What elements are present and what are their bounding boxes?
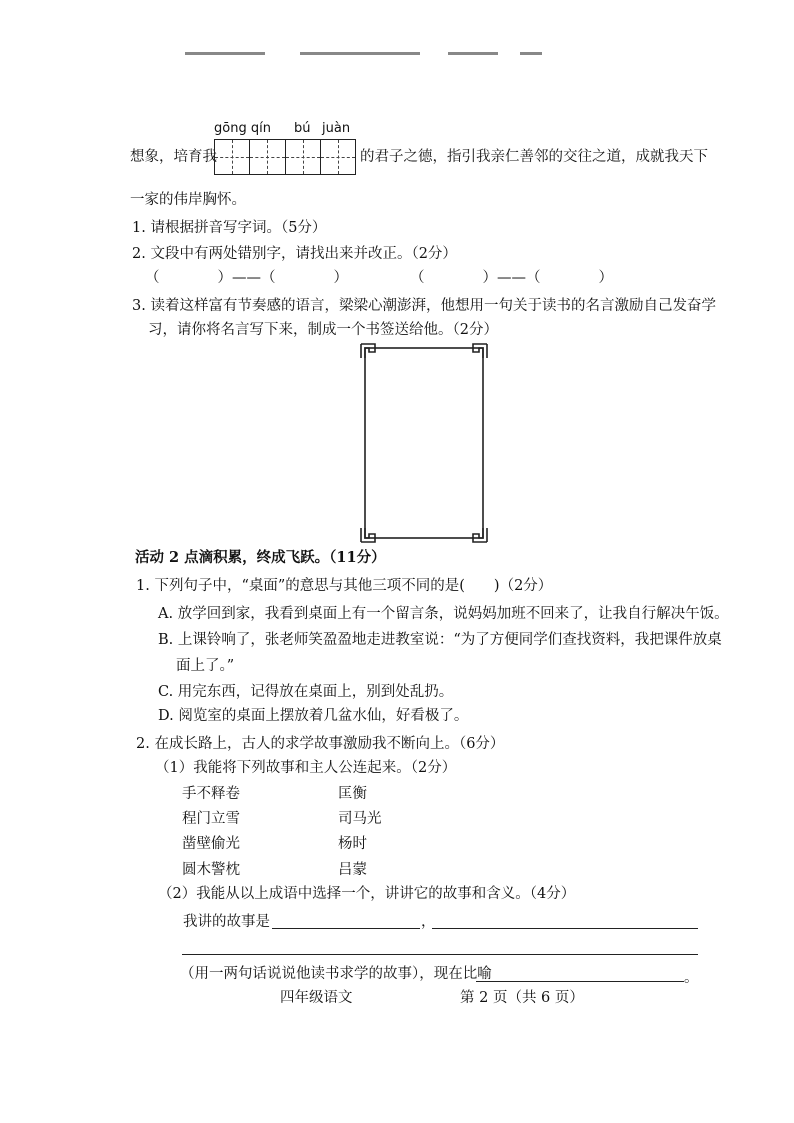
answer-cell[interactable] [215, 140, 250, 174]
story-prefix: 我讲的故事是 [183, 914, 270, 930]
person-item[interactable]: 杨时 [338, 836, 367, 852]
story-line-2[interactable] [182, 954, 698, 955]
end-mark: 。 [684, 970, 699, 986]
pinyin-bu: bú [294, 121, 311, 136]
pinyin-answer-grid[interactable] [214, 139, 356, 175]
question-3-line1: 3. 读着这样富有节奏感的语言，梁梁心潮澎湃，他想用一句关于读书的名言激励自己发奋学 [132, 298, 716, 314]
question-2: 2. 文段中有两处错别字，请找出来并改正。（2分） [132, 246, 457, 262]
answer-cell[interactable] [250, 140, 285, 174]
person-item[interactable]: 司马光 [338, 811, 382, 827]
scan-artifact [448, 52, 498, 55]
a1-option-b-cont: 面上了。” [176, 658, 235, 674]
a1-question: 1. 下列句子中，“桌面”的意思与其他三项不同的是( )（2分） [136, 578, 553, 594]
story-item[interactable]: 圆木警枕 [182, 862, 240, 878]
person-item[interactable]: 匡衡 [338, 786, 367, 802]
intro-text-before: 想象，培育我 [130, 149, 217, 165]
footer-subject: 四年级语文 [280, 990, 353, 1006]
q2-correction-blank-1[interactable]: （ ）——（ ） [145, 270, 348, 286]
bookmark-frame[interactable] [360, 343, 488, 543]
intro-text-after: 的君子之德，指引我亲仁善邻的交往之道，成就我天下 [360, 149, 708, 165]
scan-artifact [520, 52, 542, 55]
footer-page: 第 2 页（共 6 页） [460, 990, 584, 1006]
question-1: 1. 请根据拼音写字词。（5分） [132, 220, 327, 236]
person-item[interactable]: 吕蒙 [338, 862, 367, 878]
intro-text-line2: 一家的伟岸胸怀。 [130, 192, 246, 208]
a2-sub2: （2）我能从以上成语中选择一个，讲讲它的故事和含义。（4分） [158, 886, 576, 902]
scan-artifact [185, 52, 265, 55]
story-name-blank[interactable] [272, 928, 420, 929]
a2-question: 2. 在成长路上，古人的求学故事激励我不断向上。（6分） [136, 736, 505, 752]
a2-sub1: （1）我能将下列故事和主人公连起来。（2分） [155, 760, 457, 776]
a1-option-d[interactable]: D. 阅览室的桌面上摆放着几盆水仙，好看极了。 [158, 708, 469, 724]
a1-option-b[interactable]: B. 上课铃响了，张老师笑盈盈地走进教室说：“为了方便同学们查找资料，我把课件放桌 [158, 632, 722, 648]
story-line-1[interactable] [432, 928, 698, 929]
a1-option-a[interactable]: A. 放学回到家，我看到桌面上有一个留言条，说妈妈加班不回来了，让我自行解决午饭。 [158, 606, 729, 622]
activity-2-heading: 活动 2 点滴积累，终成飞跃。（11分） [135, 549, 386, 566]
answer-cell[interactable] [321, 140, 355, 174]
story-comma: ， [421, 914, 436, 930]
story-item[interactable]: 程门立雪 [182, 811, 240, 827]
pinyin-gongqin: gōng qín [214, 121, 271, 136]
meaning-blank[interactable] [476, 981, 684, 982]
story-item[interactable]: 凿壁偷光 [182, 836, 240, 852]
story-item[interactable]: 手不释卷 [182, 786, 240, 802]
story-hint: （用一两句话说说他读书求学的故事），现在比喻 [180, 966, 492, 982]
question-3-line2: 习，请你将名言写下来，制成一个书签送给他。（2分） [148, 322, 498, 338]
a1-option-c[interactable]: C. 用完东西，记得放在桌面上，别到处乱扔。 [158, 684, 454, 700]
answer-cell[interactable] [286, 140, 321, 174]
scan-artifact [300, 52, 420, 55]
q2-correction-blank-2[interactable]: （ ）——（ ） [410, 270, 613, 286]
pinyin-juan: juàn [322, 121, 351, 136]
